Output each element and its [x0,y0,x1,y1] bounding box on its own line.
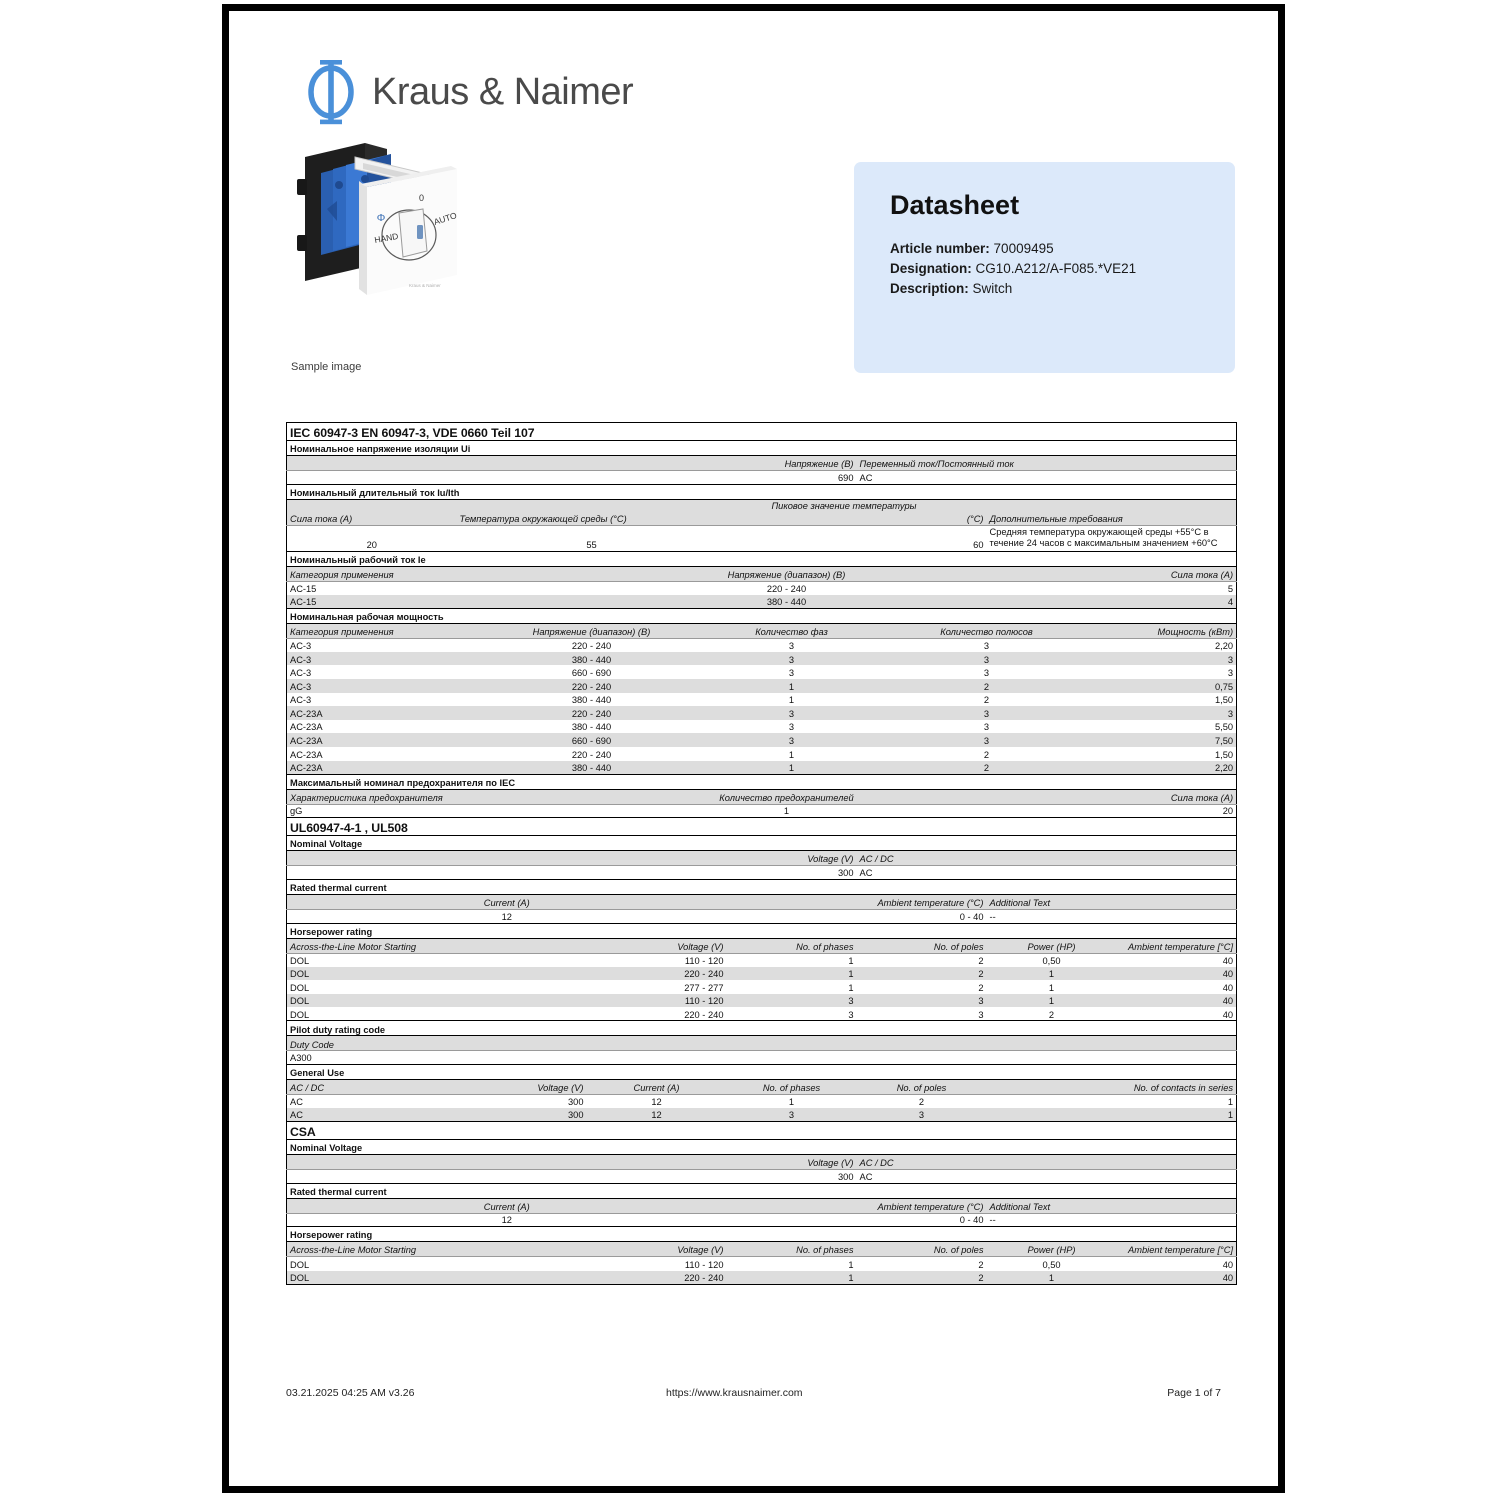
col-current: Current (A) [587,1080,727,1095]
col-power-hp: Power (HP) [987,938,1117,953]
cell-voltage: 380 - 440 [457,693,727,707]
cell-ambient: 40 [1117,1271,1237,1285]
cell-poles: 3 [857,720,1117,734]
page-footer [229,1387,1278,1407]
cell-fuse-characteristic: gG [287,804,587,818]
col-contacts-series: No. of contacts in series [987,1080,1237,1095]
table-row [287,1051,1237,1065]
cell-voltage: 220 - 240 [457,747,727,761]
cell-phases: 1 [727,693,857,707]
table-row [287,1257,1237,1271]
col-acdc: AC / DC [287,1080,457,1095]
table-row [287,994,1237,1008]
col-poles: No. of poles [857,1242,987,1257]
cell-phases: 1 [727,1271,857,1285]
cell-category: AC-23A [287,733,457,747]
cell-phases: 1 [727,1095,857,1109]
cell-voltage: 380 - 440 [457,761,727,775]
cell-ambient: 40 [1117,994,1237,1008]
cell-voltage: 660 - 690 [457,733,727,747]
col-poles: No. of poles [857,938,987,953]
col-fuse-characteristic: Характеристика предохранителя [287,789,587,804]
col-current: Сила тока (A) [987,566,1237,581]
cell-poles: 3 [857,1108,987,1122]
cell-current: 20 [287,525,457,551]
col-voltage: Voltage (V) [287,1155,857,1170]
cell-category: AC-3 [287,652,457,666]
subsection-label: Rated thermal current [287,1183,1237,1198]
subsection-csa-horsepower [287,1227,1237,1242]
cell-voltage: 300 [287,1170,857,1184]
table-row [287,638,1237,652]
col-category: Категория применения [287,623,457,638]
cell-category: AC-23A [287,706,457,720]
cell-peak: 60 [727,525,987,551]
cell-phases: 1 [727,967,857,981]
cell-ambient: 40 [1117,967,1237,981]
cell-phases: 1 [727,953,857,967]
knob-label-top: 0 [419,193,425,203]
cell-power: 1 [987,1271,1117,1285]
subsection-ul-rated-thermal-current [287,879,1237,894]
table-row [287,761,1237,775]
cell-motor-starting: DOL [287,980,587,994]
cell-current: 12 [587,1095,727,1109]
subsection-label: Horsepower rating [287,923,1237,938]
cell-power: 1,50 [1117,693,1237,707]
colheader-ie [287,566,1237,581]
table-row [287,733,1237,747]
cell-voltage: 380 - 440 [457,720,727,734]
colheader-ul-horsepower [287,938,1237,953]
datasheet-info-box [854,162,1235,373]
col-voltage-range: Напряжение (диапазон) (В) [457,623,727,638]
col-ambient: Температура окружающей среды (°C) [457,499,727,525]
cell-phases: 3 [727,706,857,720]
cell-phases: 1 [727,1257,857,1271]
cell-current: 20 [987,804,1237,818]
subsection-label: Номинальное напряжение изоляции Ui [287,441,1237,456]
cell-power: 1,50 [1117,747,1237,761]
col-current: Сила тока (A) [287,499,457,525]
colheader-iu-ith [287,499,1237,525]
cell-additional: -- [987,909,1237,923]
table-row [287,804,1237,818]
cell-voltage: 220 - 240 [587,967,727,981]
col-category: Категория применения [287,566,587,581]
cell-fuse-count: 1 [587,804,987,818]
cell-contacts: 1 [987,1108,1237,1122]
cell-phases: 1 [727,679,857,693]
article-number-row [890,241,1054,256]
specification-tables [286,422,1236,1285]
table-row [287,581,1237,595]
cell-power: 2,20 [1117,761,1237,775]
subsection-label: Номинальный рабочий ток Ie [287,551,1237,566]
cell-poles: 2 [857,693,1117,707]
spec-table [286,422,1237,1285]
cell-poles: 2 [857,980,987,994]
cell-ambient: 0 - 40 [727,909,987,923]
col-voltage-range: Напряжение (диапазон) (В) [587,566,987,581]
colheader-csa-rtc [287,1198,1237,1213]
cell-category: AC-15 [287,581,587,595]
cell-voltage: 110 - 120 [587,1257,727,1271]
cell-motor-starting: DOL [287,1257,587,1271]
col-peak-temperature: Пиковое значение температуры [771,500,917,511]
cell-voltage: 220 - 240 [587,581,987,595]
table-row [287,679,1237,693]
article-number-value: 70009495 [993,241,1054,256]
table-row [287,693,1237,707]
cell-power: 1 [987,980,1117,994]
table-row [287,953,1237,967]
cell-phases: 3 [727,638,857,652]
cell-category: AC-23A [287,747,457,761]
cell-poles: 2 [857,1095,987,1109]
cell-acdc: AC [857,1170,1237,1184]
col-acdc: AC / DC [857,1155,1237,1170]
subsection-label: Максимальный номинал предохранителя по IEC [287,774,1237,789]
cell-poles: 2 [857,967,987,981]
cell-power: 3 [1117,706,1237,720]
section-header-iec [287,423,1237,441]
brand-name: Kraus & Naimer [372,70,634,113]
cell-contacts: 1 [987,1095,1237,1109]
table-row [287,1095,1237,1109]
colheader-power [287,623,1237,638]
cell-voltage: 220 - 240 [457,679,727,693]
table-row [287,1170,1237,1184]
subsection-general-use [287,1065,1237,1080]
cell-voltage: 277 - 277 [587,980,727,994]
cell-motor-starting: DOL [287,967,587,981]
cell-phases: 3 [727,665,857,679]
cell-voltage: 220 - 240 [457,638,727,652]
subsection-label: Номинальная рабочая мощность [287,608,1237,623]
cell-ambient: 40 [1117,980,1237,994]
cell-additional: Средняя температура окружающей среды +55°C в течение 24 часов с максимальным значением +60°C [987,525,1237,551]
colheader-ul-rtc [287,894,1237,909]
cell-voltage: 220 - 240 [457,706,727,720]
table-row [287,747,1237,761]
col-poles: Количество полюсов [857,623,1117,638]
table-row [287,1007,1237,1021]
cell-phases: 3 [727,720,857,734]
description-label: Description: [890,281,969,296]
cell-power: 0,50 [987,953,1117,967]
col-phases: Количество фаз [727,623,857,638]
cell-ambient: 0 - 40 [727,1213,987,1227]
cell-category: AC-23A [287,720,457,734]
table-row [287,595,1237,609]
section-header-ul [287,818,1237,836]
cell-poles: 3 [857,733,1117,747]
table-row [287,652,1237,666]
table-row [287,909,1237,923]
cell-phases: 3 [727,652,857,666]
subsection-iu-ith [287,484,1237,499]
subsection-fuse [287,774,1237,789]
cell-poles: 3 [857,706,1117,720]
cell-current: 12 [587,1108,727,1122]
col-voltage: Voltage (V) [287,851,857,866]
cell-power: 1 [987,994,1117,1008]
cell-motor-starting: DOL [287,994,587,1008]
cell-power: 5,50 [1117,720,1237,734]
designation-value: CG10.A212/A-F085.*VE21 [975,261,1137,276]
colheader-ui [287,456,1237,471]
cell-poles: 2 [857,747,1117,761]
product-image [291,139,481,319]
table-row [287,720,1237,734]
cell-poles: 2 [857,953,987,967]
table-row [287,967,1237,981]
cell-power: 3 [1117,665,1237,679]
svg-text:Kraus & Naimer: Kraus & Naimer [409,283,441,288]
cell-category: AC-3 [287,679,457,693]
footer-timestamp: 03.21.2025 04:25 AM v3.26 [286,1387,415,1399]
colheader-fuse [287,789,1237,804]
subsection-power [287,608,1237,623]
datasheet-title: Datasheet [890,190,1020,220]
cell-power: 2,20 [1117,638,1237,652]
col-acdc: AC / DC [857,851,1237,866]
cell-poles: 2 [857,679,1117,693]
cell-power: 0,50 [987,1257,1117,1271]
table-row [287,471,1237,485]
subsection-pilot-duty [287,1021,1237,1036]
table-row [287,525,1237,551]
col-ambient: Ambient temperature [°C] [1117,938,1237,953]
cell-phases: 3 [727,994,857,1008]
cell-category: AC-3 [287,693,457,707]
subsection-ie [287,551,1237,566]
cell-voltage: 300 [287,866,857,880]
col-additional: Additional Text [987,1198,1237,1213]
colheader-csa-nominal-voltage [287,1155,1237,1170]
cell-ambient: 55 [457,525,727,551]
col-ambient: Ambient temperature (°C) [727,1198,987,1213]
cell-additional: -- [987,1213,1237,1227]
table-row [287,1213,1237,1227]
cell-category: AC-3 [287,665,457,679]
subsection-label: Horsepower rating [287,1227,1237,1242]
cell-category: AC-15 [287,595,587,609]
cell-ambient: 40 [1117,953,1237,967]
cell-poles: 2 [857,761,1117,775]
cell-voltage: 380 - 440 [457,652,727,666]
col-voltage: Напряжение (В) [287,456,857,471]
table-row [287,706,1237,720]
cell-motor-starting: DOL [287,953,587,967]
cell-poles: 3 [857,652,1117,666]
col-ambient: Ambient temperature [°C] [1117,1242,1237,1257]
subsection-ui [287,441,1237,456]
col-motor-starting: Across-the-Line Motor Starting [287,1242,587,1257]
col-poles: No. of poles [857,1080,987,1095]
colheader-general-use [287,1080,1237,1095]
table-row [287,1271,1237,1285]
section-header-csa [287,1122,1237,1140]
col-current: Current (A) [287,894,727,909]
cell-voltage: 380 - 440 [587,595,987,609]
cell-voltage: 300 [457,1095,587,1109]
cell-current: 12 [287,909,727,923]
col-voltage: Voltage (V) [587,938,727,953]
cell-poles: 2 [857,1257,987,1271]
cell-ambient: 40 [1117,1257,1237,1271]
article-number-label: Article number: [890,241,990,256]
cell-power: 3 [1117,652,1237,666]
col-acdc: Переменный ток/Постоянный ток [857,456,1237,471]
col-current: Current (A) [287,1198,727,1213]
description-row [890,281,1012,296]
subsection-label: Pilot duty rating code [287,1021,1237,1036]
subsection-csa-nominal-voltage [287,1140,1237,1155]
cell-current: 5 [987,581,1237,595]
table-row [287,665,1237,679]
colheader-ul-nominal-voltage [287,851,1237,866]
cell-current: 12 [287,1213,727,1227]
brand-logo [304,59,633,125]
col-current: Сила тока (A) [987,789,1237,804]
col-phases: No. of phases [727,1242,857,1257]
designation-row [890,261,1136,276]
cell-power: 1 [987,967,1117,981]
cell-phases: 1 [727,761,857,775]
table-row [287,1108,1237,1122]
table-row [287,866,1237,880]
cell-acdc: AC [857,471,1237,485]
cell-power: 2 [987,1007,1117,1021]
cell-ambient: 40 [1117,1007,1237,1021]
section-title: IEC 60947-3 EN 60947-3, VDE 0660 Teil 107 [287,423,1237,441]
col-power-hp: Power (HP) [987,1242,1117,1257]
colheader-duty-code [287,1036,1237,1051]
faceplate-phi-icon: Φ [377,212,386,224]
cell-voltage: 690 [287,471,857,485]
cell-voltage: 300 [457,1108,587,1122]
col-voltage: Voltage (V) [457,1080,587,1095]
cell-duty-code: A300 [287,1051,1237,1065]
subsection-label: Номинальный длительный ток Iu/Ith [287,484,1237,499]
cell-poles: 3 [857,638,1117,652]
cell-motor-starting: DOL [287,1271,587,1285]
footer-page-number: Page 1 of 7 [1167,1387,1221,1399]
phi-logo-icon [304,59,358,125]
col-duty-code: Duty Code [287,1036,1237,1051]
cell-acdc: AC [857,866,1237,880]
col-ambient: Ambient temperature (°C) [727,894,987,909]
subsection-ul-horsepower [287,923,1237,938]
cell-category: AC-3 [287,638,457,652]
table-row [287,980,1237,994]
subsection-ul-nominal-voltage [287,836,1237,851]
section-title: UL60947-4-1 , UL508 [287,818,1237,836]
cell-phases: 3 [727,1108,857,1122]
col-fuse-count: Количество предохранителей [587,789,987,804]
cell-phases: 1 [727,980,857,994]
cell-voltage: 220 - 240 [587,1007,727,1021]
document-page [222,4,1285,1493]
sample-image-caption: Sample image [291,361,362,373]
col-peak-unit: (°C) [966,513,984,524]
subsection-label: Nominal Voltage [287,1140,1237,1155]
col-motor-starting: Across-the-Line Motor Starting [287,938,587,953]
cell-acdc: AC [287,1095,457,1109]
colheader-csa-horsepower [287,1242,1237,1257]
cell-motor-starting: DOL [287,1007,587,1021]
cell-voltage: 220 - 240 [587,1271,727,1285]
knob-label-left: HAND [373,230,400,245]
subsection-label: Rated thermal current [287,879,1237,894]
subsection-label: Nominal Voltage [287,836,1237,851]
cell-power: 0,75 [1117,679,1237,693]
cell-poles: 3 [857,665,1117,679]
col-phases: No. of phases [727,1080,857,1095]
cell-current: 4 [987,595,1237,609]
designation-label: Designation: [890,261,972,276]
cell-poles: 3 [857,994,987,1008]
col-voltage: Voltage (V) [587,1242,727,1257]
col-phases: No. of phases [727,938,857,953]
cell-poles: 2 [857,1271,987,1285]
description-value: Switch [972,281,1013,296]
cell-phases: 1 [727,747,857,761]
knob-label-right: AUTO [432,210,458,227]
subsection-csa-rated-thermal-current [287,1183,1237,1198]
cell-voltage: 110 - 120 [587,953,727,967]
cell-phases: 3 [727,733,857,747]
cell-voltage: 660 - 690 [457,665,727,679]
cell-power: 7,50 [1117,733,1237,747]
cell-poles: 3 [857,1007,987,1021]
cell-voltage: 110 - 120 [587,994,727,1008]
subsection-label: General Use [287,1065,1237,1080]
col-additional: Additional Text [987,894,1237,909]
section-title: CSA [287,1122,1237,1140]
footer-url[interactable]: https://www.krausnaimer.com [666,1387,803,1399]
col-power: Мощность (кВт) [1117,623,1237,638]
col-additional: Дополнительные требования [987,499,1237,525]
cell-acdc: AC [287,1108,457,1122]
cell-phases: 3 [727,1007,857,1021]
cell-category: AC-23A [287,761,457,775]
